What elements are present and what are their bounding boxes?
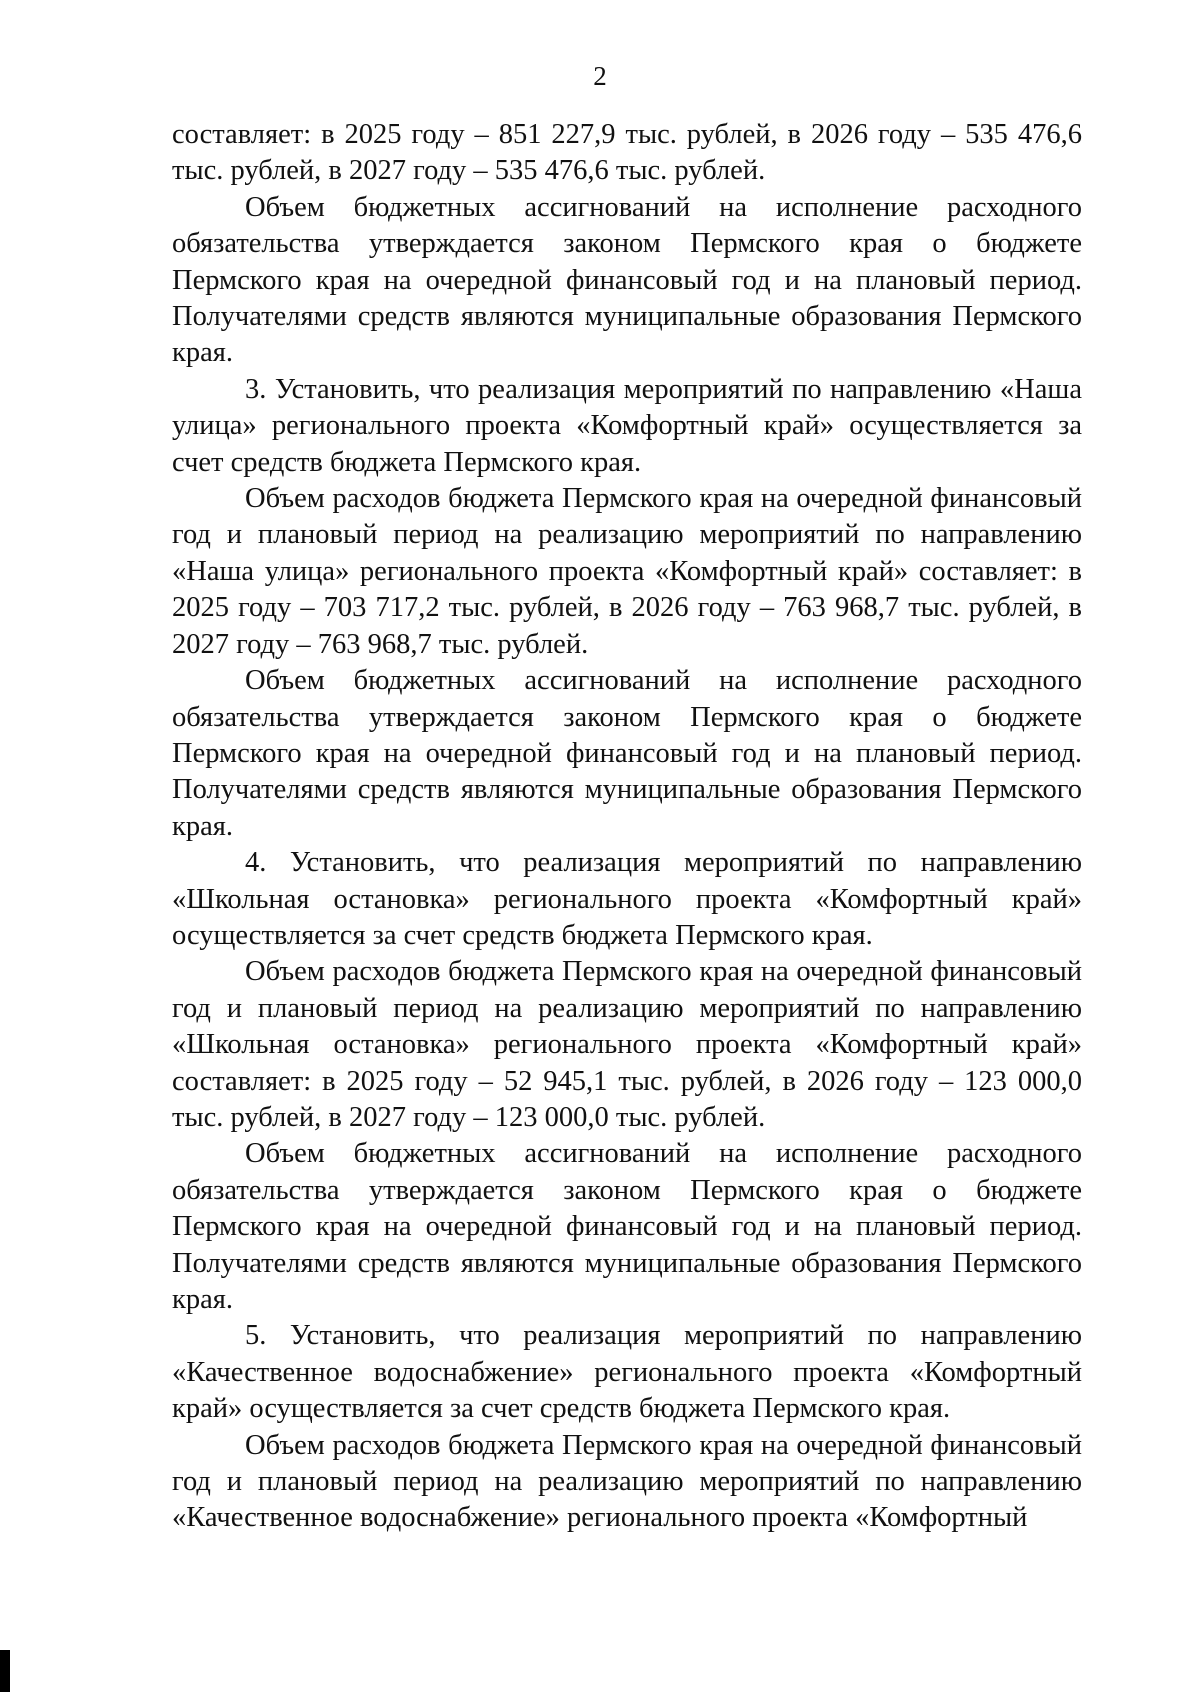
- paragraph: Объем бюджетных ассигнований на исполнение расходного обязательства утверждается законом Пермского края о бюджете Пермского края на очередной финансовый год и на плановый период. Получателями средств являются муниципальные образования Пермского края.: [172, 1138, 1082, 1315]
- paragraph: Объем расходов бюджета Пермского края на очередной финансовый год и плановый период на реализацию мероприятий по направлению «Школьная остановка» регионального проекта «Комфортный край» составляет: в 2025 году – 52 945,1 тыс. рублей, в 2026 году – 123 000,0 тыс. рублей, в 2027 году – 123 000,0 тыс. рублей.: [172, 956, 1082, 1133]
- document-body: [172, 117, 1082, 1537]
- numbered-clause-5: 5. Установить, что реализация мероприятий по направлению «Качественное водоснабжение» регионального проекта «Комфортный край» осуществляется за счет средств бюджета Пермского края.: [172, 1320, 1082, 1425]
- scan-edge-mark: [0, 1650, 10, 1692]
- page-number: 2: [593, 61, 607, 91]
- paragraph: Объем бюджетных ассигнований на исполнение расходного обязательства утверждается законом Пермского края о бюджете Пермского края на очередной финансовый год и на плановый период. Получателями средств являются муниципальные образования Пермского края.: [172, 191, 1082, 369]
- numbered-clause-4: 4. Установить, что реализация мероприятий по направлению «Школьная остановка» регионального проекта «Комфортный край» осуществляется за счет средств бюджета Пермского края.: [172, 847, 1082, 951]
- paragraph: Объем бюджетных ассигнований на исполнение расходного обязательства утверждается законом Пермского края о бюджете Пермского края на очередной финансовый год и на плановый период. Получателями средств являются муниципальные образования Пермского края.: [172, 665, 1082, 842]
- numbered-clause-3: 3. Установить, что реализация мероприятий по направлению «Наша улица» регионального проекта «Комфортный край» осуществляется за счет средств бюджета Пермского края.: [172, 373, 1082, 478]
- paragraph: Объем расходов бюджета Пермского края на очередной финансовый год и плановый период на реализацию мероприятий по направлению «Качественное водоснабжение» регионального проекта «Комфортный: [172, 1429, 1082, 1534]
- paragraph: Объем расходов бюджета Пермского края на очередной финансовый год и плановый период на реализацию мероприятий по направлению «Наша улица» регионального проекта «Комфортный край» составляет: в 2025 году – 703 717,2 тыс. рублей, в 2026 году – 763 968,7 тыс. рублей, в 2027 году – 763 968,7 тыс. рублей.: [172, 483, 1082, 660]
- paragraph-continuation: составляет: в 2025 году – 851 227,9 тыс. рублей, в 2026 году – 535 476,6 тыс. рублей, в 2027 году – 535 476,6 тыс. рублей.: [172, 119, 1082, 187]
